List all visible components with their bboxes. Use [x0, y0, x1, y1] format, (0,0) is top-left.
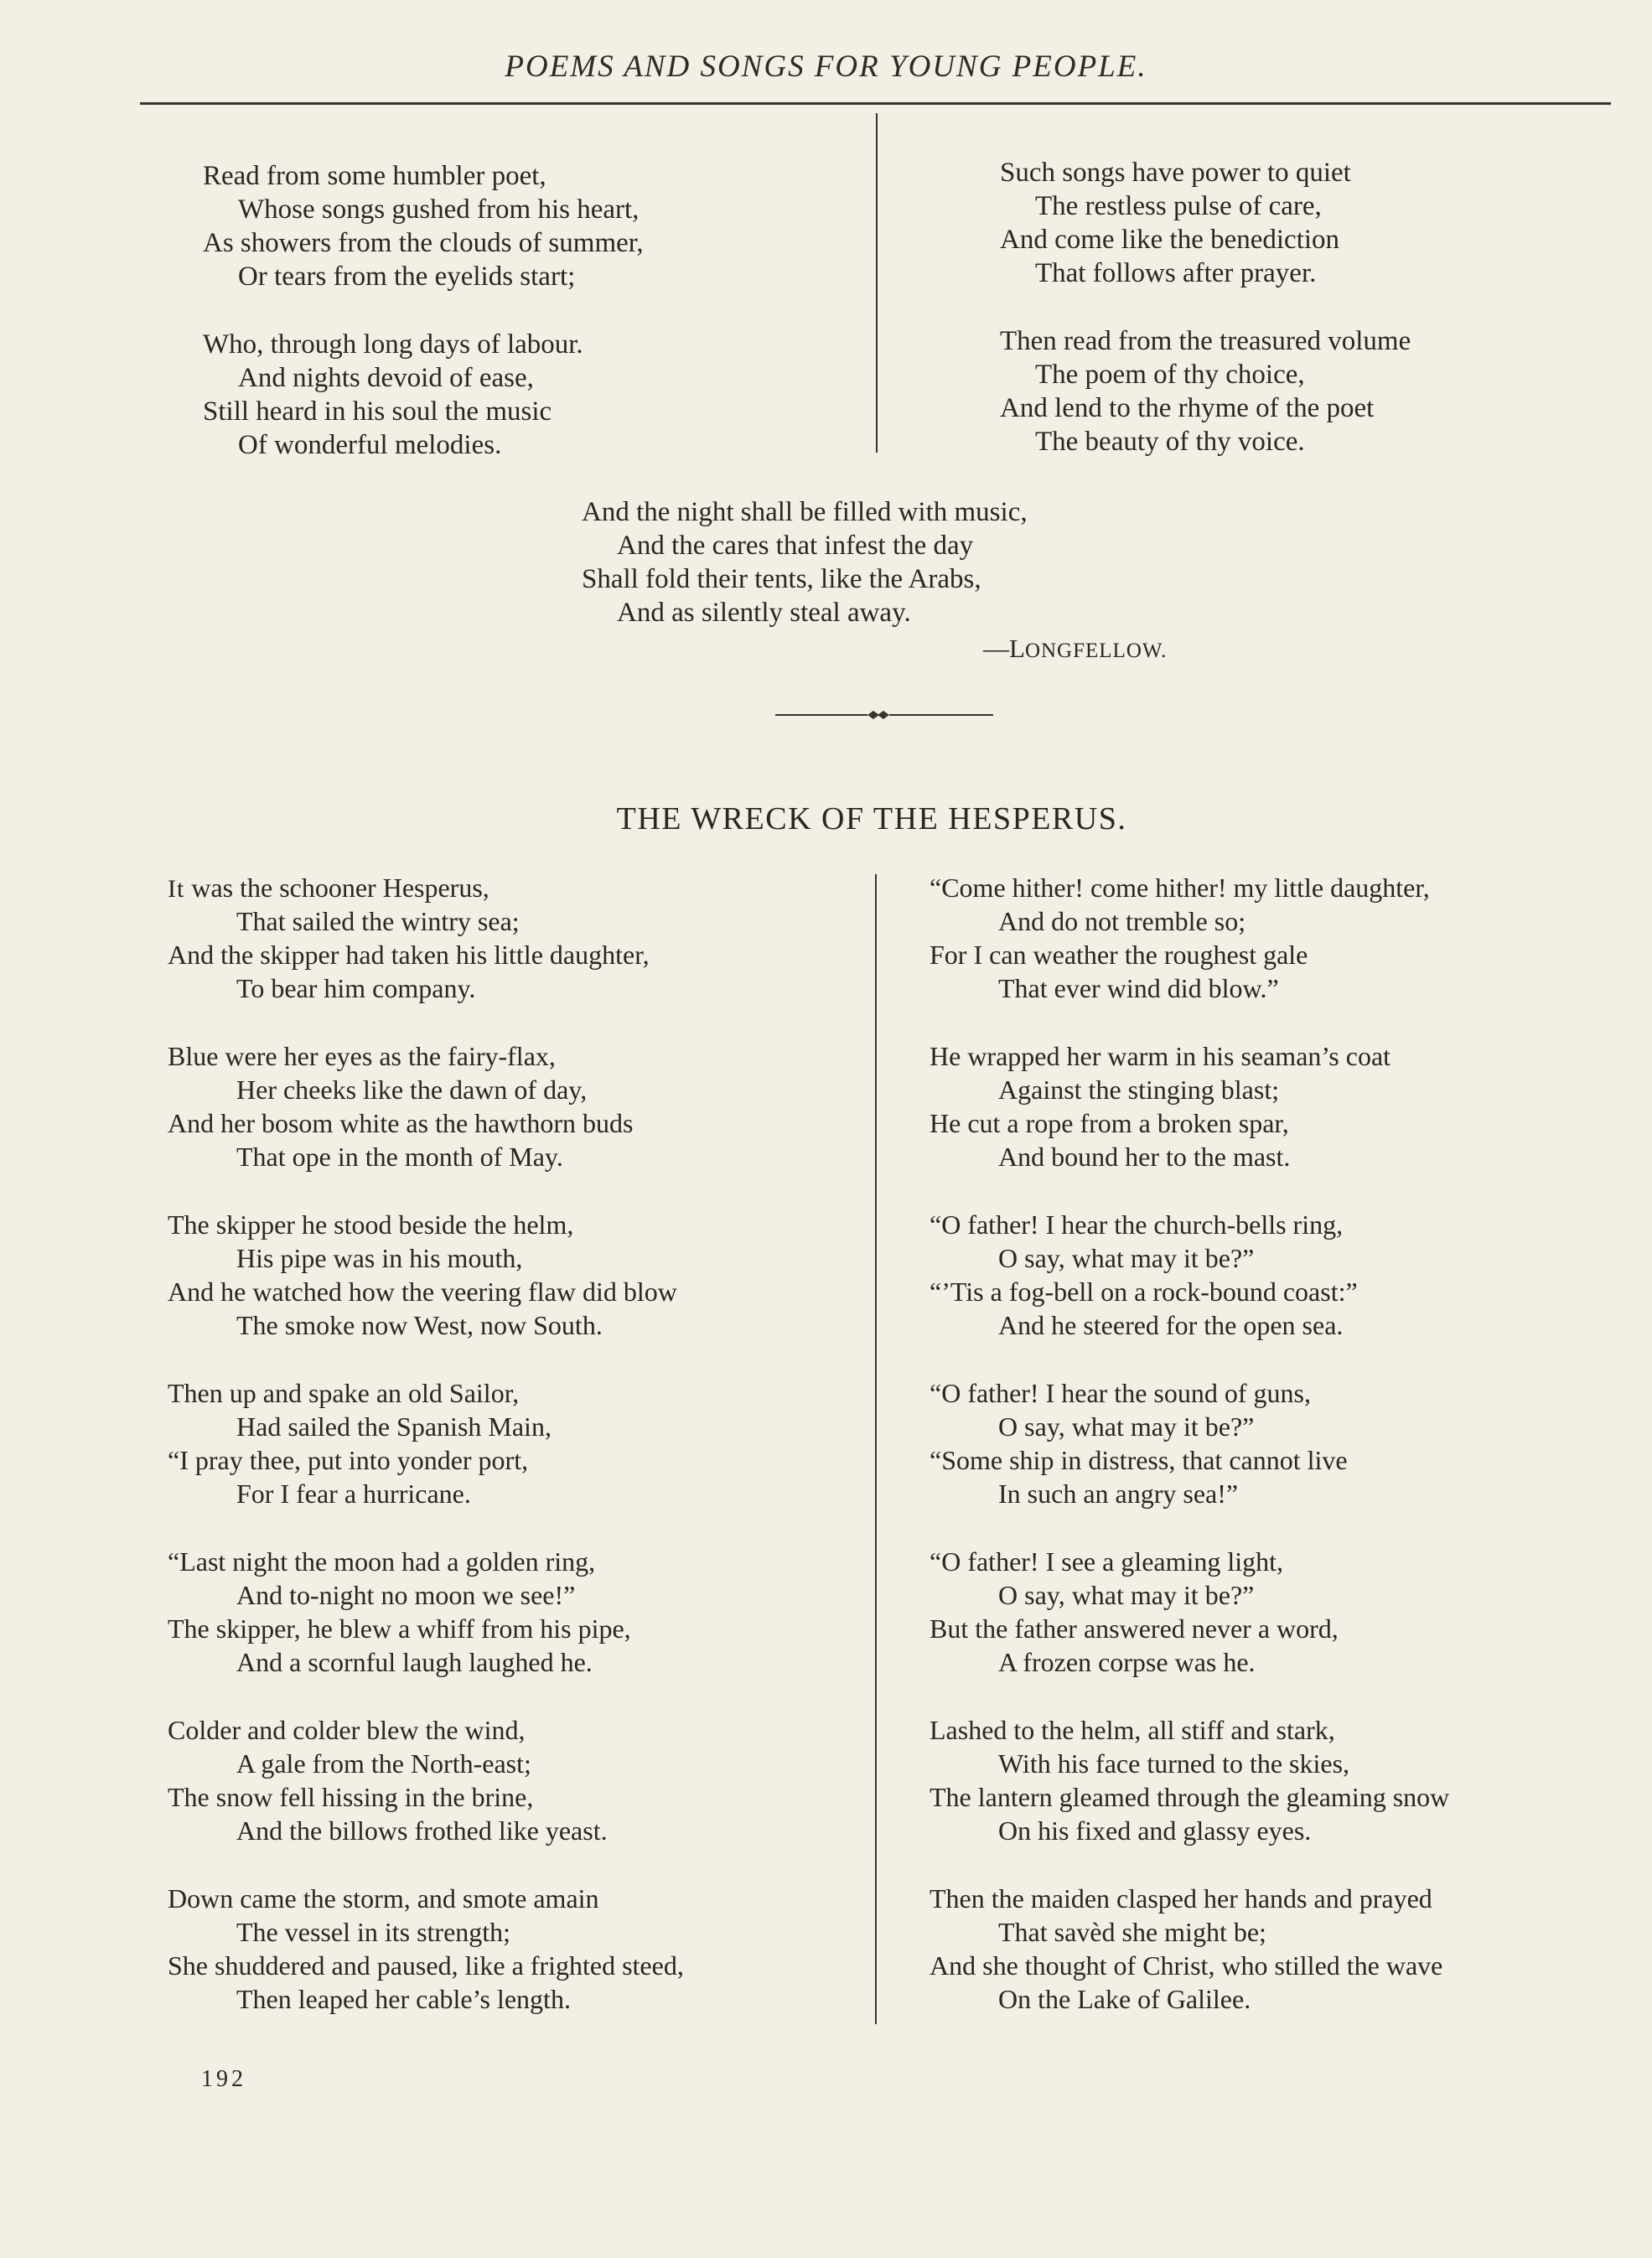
poem-line: The skipper he stood beside the helm,: [168, 1209, 574, 1240]
page-header: POEMS AND SONGS FOR YOUNG PEOPLE.: [505, 49, 1147, 84]
poem-line: And a scornful laugh laughed he.: [236, 1647, 593, 1677]
poem-line: And she thought of Christ, who stilled the wave: [930, 1950, 1443, 1981]
poem-line: Read from some humbler poet,: [203, 161, 546, 191]
poem-line: Her cheeks like the dawn of day,: [236, 1075, 588, 1105]
poem-line: Still heard in his soul the music: [203, 396, 552, 427]
poem-line: “Some ship in distress, that cannot live: [930, 1445, 1348, 1475]
poem-line: The lantern gleamed through the gleaming snow: [930, 1782, 1450, 1812]
poem-line: “O father! I hear the sound of guns,: [930, 1378, 1311, 1408]
poem-line: Down came the storm, and smote amain: [168, 1883, 599, 1914]
poem-line: Such songs have power to quiet: [1000, 158, 1351, 188]
poem-line: Or tears from the eyelids start;: [238, 262, 576, 292]
poem-line: And to-night no moon we see!”: [236, 1580, 576, 1610]
poem-line: “’Tis a fog-bell on a rock-bound coast:”: [930, 1277, 1358, 1307]
poem-line: That follows after prayer.: [1035, 258, 1317, 288]
poem-line: And come like the benediction: [1000, 225, 1340, 255]
poem-line: Lashed to the helm, all stiff and stark,: [930, 1715, 1335, 1745]
poem-line: On his fixed and glassy eyes.: [998, 1815, 1312, 1846]
poem-line: And the billows frothed like yeast.: [236, 1815, 608, 1846]
poem-line: The snow fell hissing in the brine,: [168, 1782, 534, 1812]
poem-line: “Come hither! come hither! my little daughter,: [930, 873, 1430, 903]
poem-line: The restless pulse of care,: [1035, 191, 1322, 221]
poem-line: His pipe was in his mouth,: [236, 1243, 523, 1273]
poem-line: Then up and spake an old Sailor,: [168, 1378, 520, 1408]
poem-line: [168, 871, 489, 906]
poem-line: Of wonderful melodies.: [238, 430, 502, 460]
page-number: 192: [201, 2066, 246, 2092]
poem-line: That sailed the wintry sea;: [236, 906, 520, 936]
poem-line: For I can weather the roughest gale: [930, 940, 1308, 970]
poem-line: “I pray thee, put into yonder port,: [168, 1445, 529, 1475]
poem-line: And her bosom white as the hawthorn buds: [168, 1108, 634, 1138]
poem-line: And do not tremble so;: [998, 906, 1246, 936]
poem-line: Against the stinging blast;: [998, 1075, 1280, 1105]
poem-line: That ope in the month of May.: [236, 1142, 563, 1172]
poem-line: Who, through long days of labour.: [203, 329, 583, 360]
drop-initial: It: [168, 875, 185, 903]
poem-line: The beauty of thy voice.: [1035, 427, 1305, 457]
header-rule: [140, 102, 1611, 105]
poem-line: The skipper, he blew a whiff from his pipe,: [168, 1613, 631, 1644]
poem-line: For I fear a hurricane.: [236, 1479, 471, 1509]
poem-line: Had sailed the Spanish Main,: [236, 1411, 552, 1442]
poem-line: Then leaped her cable’s length.: [236, 1984, 571, 2014]
poem-line: On the Lake of Galilee.: [998, 1984, 1251, 2014]
poem-line: “Last night the moon had a golden ring,: [168, 1546, 596, 1577]
poem-author: [983, 634, 1167, 664]
poem-line: O say, what may it be?”: [998, 1580, 1255, 1610]
poem-line: In such an angry sea!”: [998, 1479, 1239, 1509]
poem-line: And as silently steal away.: [617, 598, 911, 628]
poem-line: Blue were her eyes as the fairy-flax,: [168, 1041, 556, 1071]
author-rest: ONGFELLOW.: [1024, 640, 1168, 662]
poem-line: And the skipper had taken his little daughter,: [168, 940, 650, 970]
poem-line: As showers from the clouds of summer,: [203, 228, 644, 258]
poem-line: And nights devoid of ease,: [238, 363, 534, 393]
poem-line: “O father! I see a gleaming light,: [930, 1546, 1284, 1577]
poem2-title: THE WRECK OF THE HESPERUS.: [616, 801, 1127, 836]
poem-line: “O father! I hear the church-bells ring,: [930, 1209, 1344, 1240]
poem-line: The smoke now West, now South.: [236, 1310, 603, 1340]
poem-line: A gale from the North-east;: [236, 1748, 531, 1779]
section-ornament: [775, 702, 993, 728]
poem-line: And he watched how the veering flaw did blow: [168, 1277, 677, 1307]
poem-line: He cut a rope from a broken spar,: [930, 1108, 1289, 1138]
poem-line: O say, what may it be?”: [998, 1243, 1255, 1273]
column-divider-top: [876, 113, 878, 453]
poem-line: And bound her to the mast.: [998, 1142, 1291, 1172]
poem-line: He wrapped her warm in his seaman’s coat: [930, 1041, 1391, 1071]
poem-line: With his face turned to the skies,: [998, 1748, 1350, 1779]
poem-line: Whose songs gushed from his heart,: [238, 194, 640, 225]
poem-line: Then read from the treasured volume: [1000, 326, 1411, 356]
poem-line: To bear him company.: [236, 973, 476, 1003]
author-prefix: —L: [983, 634, 1025, 663]
column-divider-bottom: [875, 874, 877, 2024]
poem-line: She shuddered and paused, like a frighted steed,: [168, 1950, 684, 1981]
poem-line: But the father answered never a word,: [930, 1613, 1339, 1644]
poem-line: The vessel in its strength;: [236, 1917, 511, 1947]
poem-line: That savèd she might be;: [998, 1917, 1266, 1947]
poem-line: And the cares that infest the day: [617, 531, 974, 561]
poem-line: Then the maiden clasped her hands and prayed: [930, 1883, 1432, 1914]
poem-line: And the night shall be filled with music,: [582, 497, 1028, 527]
poem-line: And lend to the rhyme of the poet: [1000, 393, 1375, 423]
poem-line: O say, what may it be?”: [998, 1411, 1255, 1442]
poem-line: The poem of thy choice,: [1035, 360, 1305, 390]
poem-line: Colder and colder blew the wind,: [168, 1715, 526, 1745]
poem-line: And he steered for the open sea.: [998, 1310, 1344, 1340]
first-line-rest: was the schooner Hesperus,: [184, 873, 489, 903]
poem-line: That ever wind did blow.”: [998, 973, 1279, 1003]
poem-line: Shall fold their tents, like the Arabs,: [582, 564, 981, 594]
poem-line: A frozen corpse was he.: [998, 1647, 1256, 1677]
